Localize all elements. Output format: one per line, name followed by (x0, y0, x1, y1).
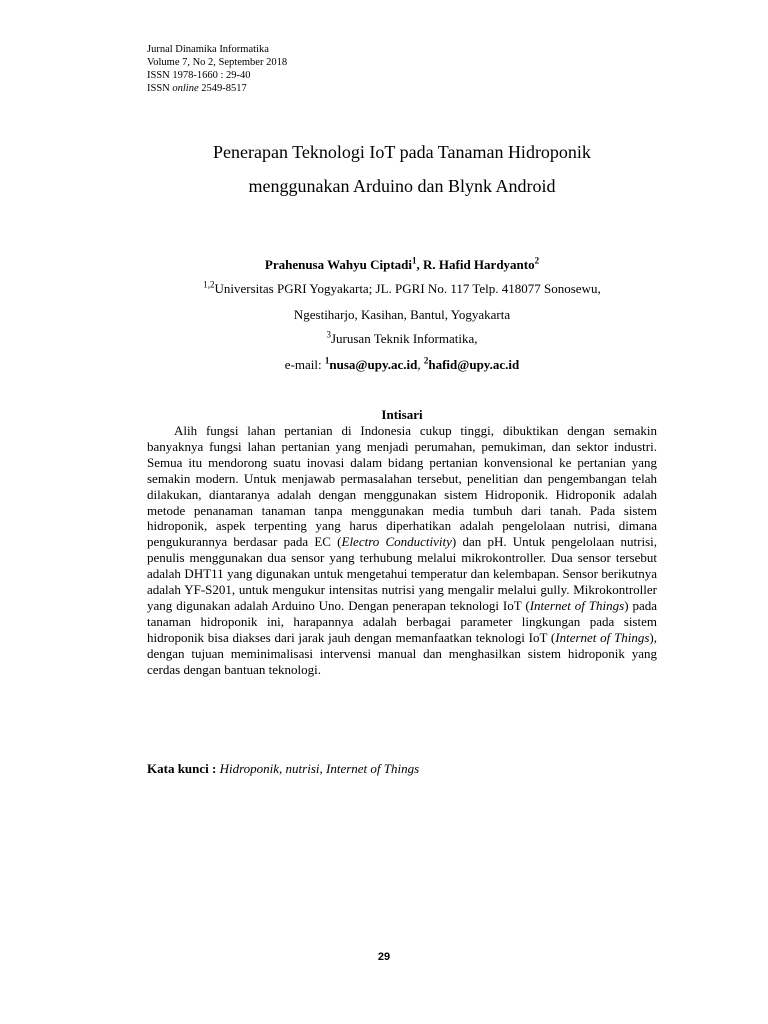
email-2[interactable]: hafid@upy.ac.id (428, 357, 520, 372)
affiliation-2-text: Jurusan Teknik Informatika, (330, 331, 478, 346)
journal-name: Jurnal Dinamika Informatika (147, 44, 269, 55)
keywords-line (147, 761, 667, 777)
issn-online-number: 2549-8517 (201, 83, 247, 94)
journal-volume: Volume 7, No 2, September 2018 (147, 57, 288, 68)
journal-issn-print: ISSN 1978-1660 : 29-40 (147, 70, 251, 81)
paper-title-line-1: Penerapan Teknologi IoT pada Tanaman Hidroponik (213, 142, 591, 162)
affiliation-1 (100, 281, 704, 297)
issn-online-word: online (172, 83, 199, 94)
abstract-text-4: ), dengan tujuan meminimalisasi intervensi manual dan menghasilkan sistem hidroponik yang cerdas dengan bantuan teknologi. (147, 629, 657, 677)
email-2-sup: 2 (423, 355, 429, 366)
abstract-text-2: ) dan pH. Untuk pengelolaan nutrisi, penulis menggunakan dua sensor yang terhubung melalui mikrokontroller. Dua sensor tersebut adalah DHT11 yang digunakan untuk mengetahui temperatur dan kelembapan. Sensor berikutnya adalah YF-S201, untuk mengukur intensitas nutrisi yang mengalir melalui gully. Mikrokontroller yang digunakan adalah Arduino Uno. Dengan penerapan teknologi IoT ( (147, 534, 657, 613)
email-label: e-mail: (284, 357, 325, 372)
author-list (100, 257, 704, 273)
keywords-label: Kata kunci : (147, 761, 217, 776)
email-1[interactable]: nusa@upy.ac.id (329, 357, 418, 372)
author-1: Prahenusa Wahyu Ciptadi (264, 257, 413, 272)
email-line (100, 357, 704, 373)
affiliation-1-text: Universitas PGRI Yogyakarta; JL. PGRI No. 117 Telp. 418077 Sonosewu, (214, 281, 601, 296)
journal-header (147, 43, 287, 95)
author-separator: , (416, 257, 424, 272)
abstract-heading: Intisari (381, 407, 423, 422)
abstract-italic-2: Internet of Things (529, 597, 625, 613)
affiliation-2-sup: 3 (326, 329, 331, 340)
affiliation-1-sup: 1,2 (203, 279, 215, 290)
paper-title-line-2: menggunakan Arduino dan Blynk Android (248, 176, 556, 196)
abstract-paragraph (147, 423, 657, 678)
page-number: 29 (377, 951, 391, 963)
email-1-sup: 1 (324, 355, 330, 366)
author-1-sup: 1 (412, 255, 417, 266)
email-separator: , (417, 357, 424, 372)
keywords-values: Hidroponik, nutrisi, Internet of Things (219, 761, 420, 776)
author-2: R. Hafid Hardyanto (423, 257, 535, 272)
issn-online-prefix: ISSN (147, 83, 170, 94)
abstract-body (147, 423, 657, 678)
affiliation-2 (100, 331, 704, 347)
abstract-text-1: Alih fungsi lahan pertanian di Indonesia cukup tinggi, dibuktikan dengan semakin banyaknya fungsi lahan pertanian yang menjadi perumahan, pemukiman, dan sektor industri. Semua itu mendorong suatu inovasi dalam bidang pertanian konvensional ke pertanian yang semakin modern. Untuk menjawab permasalahan tersebut, penelitian dan pengembangan telah dilakukan, diantaranya adalah dengan menggunakan sistem Hidroponik. Hidroponik adalah metode penanaman tanaman tanpa menggunakan media tumbuh dari tanah. Pada sistem hidroponik, aspek terpenting yang harus diperhatikan adalah pengelolaan nutrisi, dimana pengukurannya berdasar pada EC ( (147, 423, 657, 550)
author-2-sup: 2 (534, 255, 540, 266)
abstract-text-3: ) pada tanaman hidroponik ini, harapannya adalah berbagai parameter lingkungan pada sistem hidroponik bisa diakses dari jarak jauh dengan memanfaatkan teknologi IoT ( (147, 597, 657, 645)
affiliation-1-line-2: Ngestiharjo, Kasihan, Bantul, Yogyakarta (293, 307, 511, 322)
abstract-italic-1: Electro Conductivity (341, 534, 452, 550)
journal-issn-online (147, 82, 287, 95)
abstract-italic-3: Internet of Things (555, 629, 650, 645)
